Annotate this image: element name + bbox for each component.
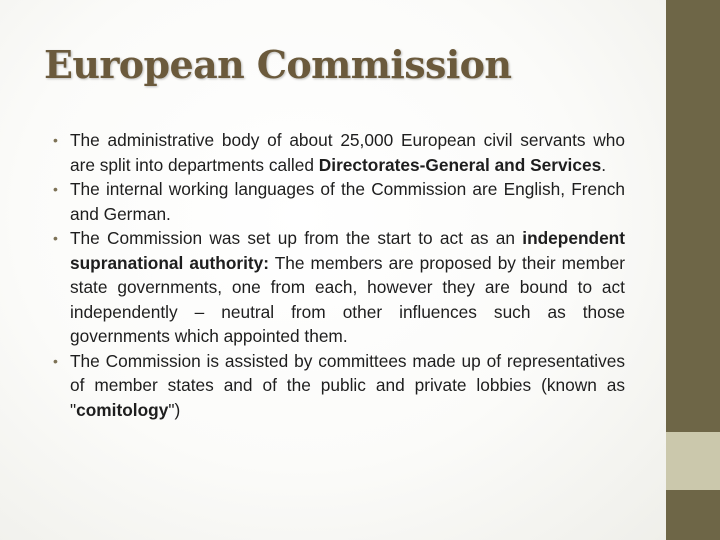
bullet-list <box>53 128 625 422</box>
bullet-text: The administrative body of about 25,000 European civil servants who are split into departments called <box>70 130 625 175</box>
bullet-bold-text: Directorates-General and Services <box>318 154 602 175</box>
bullet-text: The members are proposed by their member state governments, one from each, however they are bound to act independently – neutral from other influences such as those governments which appointed them. <box>70 252 625 346</box>
bullet-text: The internal working languages of the Commission are English, French and German. <box>70 179 625 224</box>
bullet-item <box>53 128 625 177</box>
bullet-bold-text: comitology <box>76 399 169 420</box>
bullet-icon: • <box>53 352 58 369</box>
bullet-icon: • <box>53 132 58 148</box>
side-bar-accent <box>666 432 720 490</box>
bullet-text: ") <box>168 399 181 420</box>
bullet-item <box>53 226 625 349</box>
bullet-icon: • <box>53 181 58 197</box>
bullet-text: The Commission was set up from the start to act as an <box>70 228 523 248</box>
bullet-bold-text: independent supranational authority: <box>70 228 625 273</box>
bullet-icon: • <box>53 230 58 246</box>
bullet-text: The Commission is assisted by committees made up of representatives of member states and of the public and private lobbies (known as " <box>70 350 625 420</box>
bullet-item <box>53 177 625 226</box>
slide-title: European Commission <box>44 42 512 87</box>
bullet-text: . <box>601 154 607 175</box>
bullet-item <box>53 349 625 423</box>
